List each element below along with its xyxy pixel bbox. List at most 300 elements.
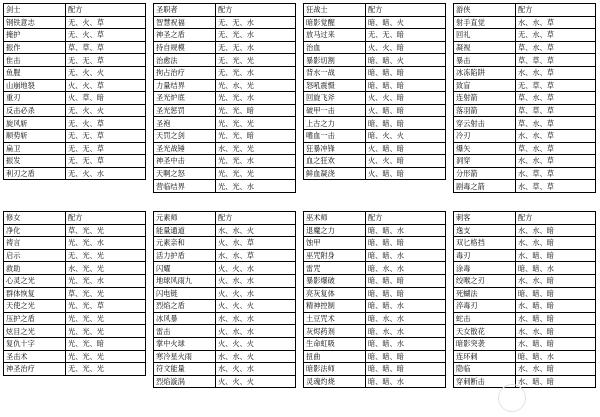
skill-recipe: 火、草、暗 [66, 92, 146, 105]
skill-name: 暗影觉醒 [304, 16, 366, 29]
skill-recipe: 火、水、水 [216, 325, 296, 338]
table-row [4, 54, 146, 67]
skill-name: 土豆咒术 [304, 312, 366, 325]
table-row [304, 79, 446, 92]
skill-name: 元素亲和 [154, 237, 216, 250]
table-row [454, 287, 596, 300]
table-row [454, 237, 596, 250]
skill-name: 利刃之盾 [4, 167, 66, 180]
skill-name: 暗影突袭 [454, 337, 516, 350]
skill-recipe: 草、水、草 [516, 92, 596, 105]
skill-recipe: 暗、暗、水 [516, 262, 596, 275]
skill-name: 天使之光 [4, 300, 66, 313]
skill-name: 圣光炉底 [154, 92, 216, 105]
table-row [4, 224, 146, 237]
table-header-row [454, 212, 596, 225]
skill-recipe: 无、火、火 [66, 66, 146, 79]
skill-name: 灰烬药剂 [304, 325, 366, 338]
table-row [154, 274, 296, 287]
skill-recipe: 水、光、光 [66, 262, 146, 275]
table-row [304, 54, 446, 67]
table-row [304, 312, 446, 325]
table-row [4, 41, 146, 54]
skill-recipe: 无、光、光 [66, 249, 146, 262]
table-row [154, 66, 296, 79]
skill-recipe: 无、火、草 [66, 117, 146, 130]
table-header-row [154, 212, 296, 225]
table-row [304, 41, 446, 54]
table-row [454, 129, 596, 142]
table-row [4, 312, 146, 325]
skill-recipe: 水、火、水 [216, 363, 296, 376]
skill-name: 暴影切割 [304, 54, 366, 67]
table-row [304, 66, 446, 79]
table-row [4, 287, 146, 300]
table-row [154, 79, 296, 92]
table-row [304, 249, 446, 262]
skill-name: 闪耀 [154, 262, 216, 275]
skill-name: 救助 [4, 262, 66, 275]
table-row [154, 249, 296, 262]
table-header-row [4, 212, 146, 225]
recipe-header: 配方 [516, 212, 596, 225]
table-cell-5 [150, 208, 300, 417]
recipe-table-elementalist [153, 211, 296, 388]
skill-name: 心灵之光 [4, 274, 66, 287]
table-row [454, 300, 596, 313]
skill-name: 振发 [4, 155, 66, 168]
table-row [154, 180, 296, 193]
skill-name: 嗜血一击 [304, 129, 366, 142]
table-cell-1 [150, 0, 300, 208]
table-header-row [454, 4, 596, 17]
table-row [304, 375, 446, 388]
skill-recipe: 火、水、水 [216, 274, 296, 287]
skill-name: 凝视 [454, 41, 516, 54]
table-row [304, 129, 446, 142]
skill-recipe: 火、火、暗 [366, 155, 446, 168]
skill-recipe: 水、暗、暗 [516, 300, 596, 313]
skill-name: 暴击 [454, 54, 516, 67]
skill-name: 治血 [304, 41, 366, 54]
table-row [454, 325, 596, 338]
skill-name: 天啊之怒 [154, 167, 216, 180]
skill-name: 精神控制 [304, 300, 366, 313]
table-row [304, 350, 446, 363]
skill-recipe: 光、光、光 [66, 350, 146, 363]
recipe-table-warlock [303, 211, 446, 388]
skill-name: 地球风雨九 [154, 274, 216, 287]
skill-name: 神圣治疗 [4, 363, 66, 376]
skill-name: 符文能量 [154, 363, 216, 376]
skill-recipe: 火、火、水 [216, 287, 296, 300]
recipe-header: 配方 [216, 212, 296, 225]
skill-recipe: 暗、暗、水 [516, 350, 596, 363]
table-row [154, 325, 296, 338]
skill-recipe: 暗、暗、水 [366, 300, 446, 313]
table-cell-2 [300, 0, 450, 208]
skill-name: 落羽箭 [454, 104, 516, 117]
skill-name: 回礼 [454, 29, 516, 42]
skill-name: 冰冻陷阱 [454, 66, 516, 79]
skill-recipe: 无、无、草 [66, 142, 146, 155]
skill-name: 反击必杀 [4, 104, 66, 117]
skill-name: 祷言 [4, 237, 66, 250]
table-header-row [304, 4, 446, 17]
recipe-header: 配方 [216, 4, 296, 17]
recipe-table-swordsman [3, 3, 146, 180]
table-body [4, 16, 146, 180]
class-name-header: 修女 [4, 212, 66, 225]
table-row [454, 54, 596, 67]
skill-recipe: 无、无、水 [216, 41, 296, 54]
table-row [454, 29, 596, 42]
skill-name: 破甲一击 [304, 104, 366, 117]
skill-name: 狂暴冲锋 [304, 142, 366, 155]
skill-name: 圣击术 [4, 350, 66, 363]
skill-name: 血之狂欢 [304, 155, 366, 168]
table-row [304, 287, 446, 300]
skill-name: 活力护盾 [154, 249, 216, 262]
skill-recipe: 光、光、草 [66, 300, 146, 313]
skill-name: 冰风暴 [154, 312, 216, 325]
skill-recipe: 水、草、草 [516, 167, 596, 180]
skill-name: 营临结界 [154, 180, 216, 193]
table-row [4, 237, 146, 250]
skill-name: 逸支 [454, 224, 516, 237]
skill-name: 山崩地裂 [4, 79, 66, 92]
table-body [304, 224, 446, 388]
skill-name: 掩护 [4, 29, 66, 42]
table-row [154, 104, 296, 117]
recipe-header: 配方 [516, 4, 596, 17]
table-row [454, 155, 596, 168]
skill-recipe: 火、暗、暗 [366, 104, 446, 117]
table-row [4, 350, 146, 363]
skill-recipe: 暗、暗、水 [366, 375, 446, 388]
skill-name: 毒刃 [454, 249, 516, 262]
table-row [304, 29, 446, 42]
table-row [154, 41, 296, 54]
table-cell-6 [300, 208, 450, 417]
skill-recipe: 草、草、草 [516, 104, 596, 117]
table-row [4, 66, 146, 79]
skill-recipe: 水、水、暗 [516, 237, 596, 250]
skill-recipe: 光、光、暗 [66, 337, 146, 350]
skill-recipe: 暗、暗、暗 [366, 237, 446, 250]
skill-name: 鲜血凝浇 [304, 167, 366, 180]
table-row [4, 117, 146, 130]
table-body [154, 224, 296, 388]
skill-name: 扁卫 [4, 142, 66, 155]
skill-recipe: 水、水、暗 [516, 325, 596, 338]
table-row [304, 300, 446, 313]
skill-name: 持自规模 [154, 41, 216, 54]
table-row [454, 363, 596, 376]
table-row [154, 237, 296, 250]
table-row [454, 375, 596, 388]
table-row [304, 142, 446, 155]
table-row [454, 274, 596, 287]
table-body [154, 16, 296, 192]
table-header-row [4, 4, 146, 17]
skill-recipe: 草、光、光 [66, 224, 146, 237]
table-row [304, 274, 446, 287]
skill-recipe: 暗、水、水 [366, 312, 446, 325]
skill-name: 烈焰漩涡 [154, 375, 216, 388]
recipe-table-priestess [3, 211, 146, 376]
skill-recipe: 暗、暗、暗 [516, 287, 596, 300]
table-row [154, 142, 296, 155]
skill-recipe: 无、火、水 [66, 167, 146, 180]
recipe-header: 配方 [66, 212, 146, 225]
skill-recipe: 火、火、暗 [366, 41, 446, 54]
class-name-header: 刺客 [454, 212, 516, 225]
table-row [154, 312, 296, 325]
recipe-header: 配方 [366, 212, 446, 225]
table-row [154, 350, 296, 363]
skill-recipe: 水、水、暗 [516, 363, 596, 376]
skill-name: 冷刃 [454, 129, 516, 142]
table-row [454, 350, 596, 363]
skill-recipe: 水、暗、暗 [516, 249, 596, 262]
skill-recipe: 光、光、光 [66, 312, 146, 325]
skill-recipe: 光、光、光 [66, 325, 146, 338]
table-row [454, 249, 596, 262]
table-row [454, 337, 596, 350]
skill-name: 启示 [4, 249, 66, 262]
table-row [454, 92, 596, 105]
skill-recipe: 暗、暗、暗 [366, 350, 446, 363]
skill-name: 神圣中击 [154, 155, 216, 168]
skill-name: 灵魂灼烧 [304, 375, 366, 388]
skill-recipe: 火、火、火 [216, 300, 296, 313]
skill-name: 炫目之光 [4, 325, 66, 338]
recipe-header: 配方 [366, 4, 446, 17]
table-row [4, 142, 146, 155]
skill-recipe: 无、光、水 [216, 29, 296, 42]
table-row [154, 167, 296, 180]
table-row [304, 16, 446, 29]
skill-name: 蚀甲 [304, 237, 366, 250]
table-body [4, 224, 146, 375]
table-row [154, 29, 296, 42]
skill-name: 绞喉之刃 [454, 274, 516, 287]
skill-recipe: 暗、暗、暗 [366, 117, 446, 130]
table-row [154, 363, 296, 376]
skill-recipe: 草、光、光 [66, 287, 146, 300]
skill-name: 射手直觉 [454, 16, 516, 29]
table-header-row [304, 212, 446, 225]
skill-recipe: 无、无、水 [216, 16, 296, 29]
skill-name: 连射箭 [454, 92, 516, 105]
skill-name: 分形箭 [454, 167, 516, 180]
skill-recipe: 水、水、草 [516, 129, 596, 142]
skill-name: 雷击 [154, 325, 216, 338]
table-row [4, 155, 146, 168]
skill-recipe: 暗、暗、暗 [366, 66, 446, 79]
skill-recipe: 光、光、光 [216, 167, 296, 180]
skill-recipe: 无、草、草 [516, 79, 596, 92]
skill-name: 上古之力 [304, 117, 366, 130]
skill-recipe: 火、火、火 [216, 337, 296, 350]
skill-recipe: 水、水、草 [516, 155, 596, 168]
recipe-header: 配方 [66, 4, 146, 17]
table-row [154, 287, 296, 300]
table-row [154, 16, 296, 29]
table-row [154, 300, 296, 313]
table-row [154, 155, 296, 168]
table-row [4, 274, 146, 287]
skill-recipe: 光、光、水 [66, 274, 146, 287]
table-row [154, 224, 296, 237]
skill-recipe: 暗、暗、火 [366, 16, 446, 29]
skill-name: 寒冷星火雨 [154, 350, 216, 363]
skill-recipe: 暗、火、火 [366, 129, 446, 142]
table-row [4, 79, 146, 92]
table-row [154, 375, 296, 388]
skill-name: 闪电链 [154, 287, 216, 300]
skill-recipe: 暗、暗、水 [366, 249, 446, 262]
table-header-row [154, 4, 296, 17]
skill-recipe: 火、火、火 [216, 375, 296, 388]
skill-name: 神圣之盾 [154, 29, 216, 42]
skill-recipe: 无、光、光 [66, 363, 146, 376]
table-row [4, 262, 146, 275]
skill-name: 退魔之力 [304, 224, 366, 237]
table-row [454, 180, 596, 193]
skill-recipe: 水、暗、暗 [516, 375, 596, 388]
skill-name: 圣袍 [154, 117, 216, 130]
skill-name: 烈焰之盾 [154, 300, 216, 313]
skill-name: 拘占治疗 [154, 66, 216, 79]
skill-name: 连环刺 [454, 350, 516, 363]
class-name-header: 圣职者 [154, 4, 216, 17]
skill-name: 致盲 [454, 79, 516, 92]
table-row [304, 167, 446, 180]
skill-recipe: 水、水、火 [216, 224, 296, 237]
skill-name: 旋风斩 [4, 117, 66, 130]
skill-recipe: 草、水、草 [516, 142, 596, 155]
skill-name: 亮灰复体 [304, 287, 366, 300]
table-row [304, 117, 446, 130]
skill-name: 放马过来 [304, 29, 366, 42]
skill-name: 穿云射击 [454, 117, 516, 130]
skill-recipe: 火、暗、暗 [366, 142, 446, 155]
skill-name: 重刃 [4, 92, 66, 105]
table-cell-0 [0, 0, 150, 208]
skill-name: 天罚之剑 [154, 129, 216, 142]
table-row [4, 325, 146, 338]
skill-recipe: 无、火、草 [66, 29, 146, 42]
skill-name: 掌中火球 [154, 337, 216, 350]
skill-recipe: 火、水、草 [216, 237, 296, 250]
skill-name: 能量通道 [154, 224, 216, 237]
skill-name: 振作 [4, 41, 66, 54]
table-row [304, 337, 446, 350]
skill-name: 隹击 [4, 54, 66, 67]
skill-recipe: 无、水、草 [516, 29, 596, 42]
table-row [304, 155, 446, 168]
table-row [304, 104, 446, 117]
skill-recipe: 草、水、草 [516, 117, 596, 130]
skill-name: 群体恢复 [4, 287, 66, 300]
skill-name: 天女散花 [454, 325, 516, 338]
skill-recipe: 暗、水、水 [366, 262, 446, 275]
skill-recipe: 光、光、暗 [216, 129, 296, 142]
table-row [454, 16, 596, 29]
table-row [4, 16, 146, 29]
table-body [454, 16, 596, 192]
skill-recipe: 无、无、草 [66, 155, 146, 168]
skill-recipe: 暗、暗、水 [366, 337, 446, 350]
skill-recipe: 光、光、水 [216, 180, 296, 193]
class-name-header: 剑士 [4, 4, 66, 17]
skill-recipe: 水、光、光 [216, 142, 296, 155]
skill-recipe: 火、火、水 [216, 262, 296, 275]
skill-recipe: 火、暗、暗 [366, 167, 446, 180]
table-row [454, 66, 596, 79]
skill-recipe: 无、火、草 [66, 16, 146, 29]
skill-name: 巫咒附身 [304, 249, 366, 262]
table-row [4, 300, 146, 313]
skill-name: 洞穿 [454, 155, 516, 168]
table-row [454, 142, 596, 155]
skill-name: 怒吼震慑 [304, 79, 366, 92]
skill-recipe: 水、水、草 [516, 16, 596, 29]
skill-recipe: 暗、暗、暗 [366, 363, 446, 376]
table-row [4, 249, 146, 262]
table-row [454, 167, 596, 180]
table-cell-4 [0, 208, 150, 417]
skill-recipe: 光、光、水 [216, 92, 296, 105]
skill-name: 爆矢 [454, 142, 516, 155]
skill-recipe: 光、光、水 [66, 237, 146, 250]
table-row [4, 337, 146, 350]
skill-name: 压护之盾 [4, 312, 66, 325]
skill-recipe: 无、光、光 [216, 54, 296, 67]
table-row [154, 129, 296, 142]
skill-recipe: 水、暗、暗 [516, 312, 596, 325]
table-row [4, 129, 146, 142]
skill-recipe: 水、水、暗 [516, 224, 596, 237]
skill-name: 圣光战锤 [154, 142, 216, 155]
skill-name: 力量结界 [154, 79, 216, 92]
table-row [4, 29, 146, 42]
table-row [154, 54, 296, 67]
table-row [4, 363, 146, 376]
skill-recipe: 水、水、火 [216, 350, 296, 363]
skill-name: 复仇十字 [4, 337, 66, 350]
table-row [304, 262, 446, 275]
skill-recipe: 无、光、水 [216, 66, 296, 79]
skill-recipe: 暗、暗、暗 [366, 287, 446, 300]
table-row [454, 262, 596, 275]
table-body [454, 224, 596, 388]
skill-recipe: 无、火、火 [66, 104, 146, 117]
table-row [454, 41, 596, 54]
table-row [4, 167, 146, 180]
skill-name: 淬毒刃 [454, 300, 516, 313]
table-body [304, 16, 446, 180]
skill-name: 双匕格挡 [454, 237, 516, 250]
table-row [454, 224, 596, 237]
table-cell-7 [450, 208, 600, 417]
skill-recipe: 水、水、草 [516, 66, 596, 79]
table-row [154, 117, 296, 130]
skill-name: 智慧祝福 [154, 16, 216, 29]
skill-recipe: 草、草、草 [66, 41, 146, 54]
